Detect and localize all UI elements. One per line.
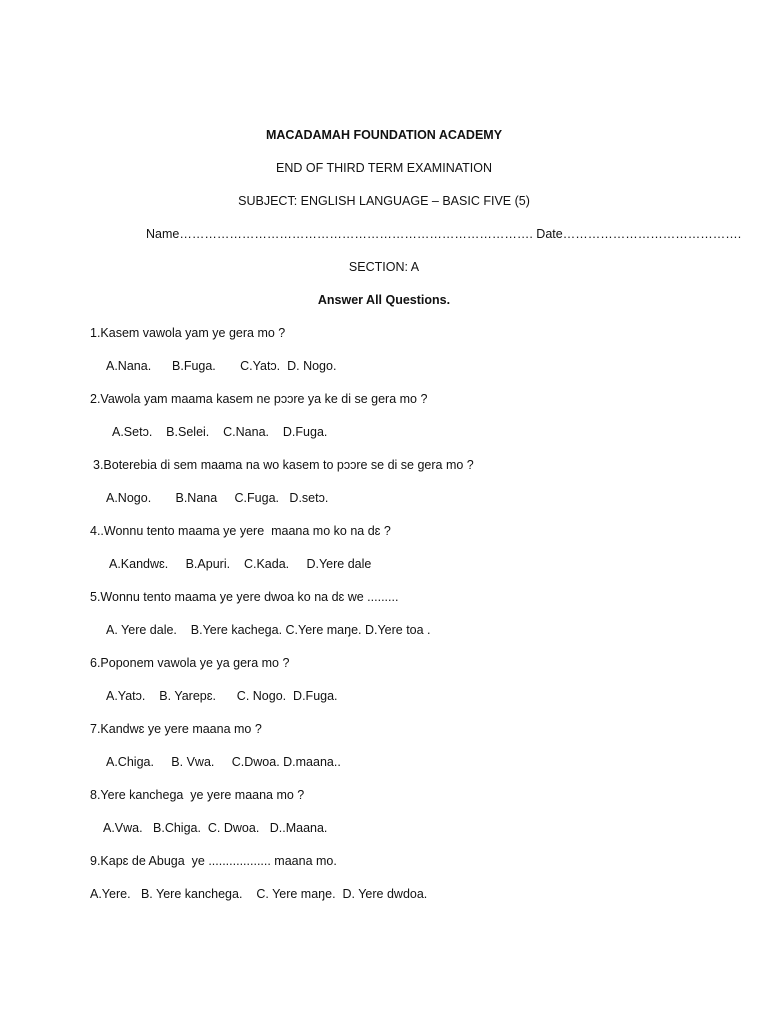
question-6-options: A.Yatɔ. B. Yarepɛ. C. Nogo. D.Fuga.	[106, 689, 338, 703]
question-2: 2.Vawola yam maama kasem ne pɔɔre ya ke di se gera mo ?	[90, 392, 428, 406]
section-title: SECTION: A	[348, 260, 420, 274]
question-7: 7.Kandwɛ ye yere maana mo ?	[90, 722, 262, 736]
question-9: 9.Kapɛ de Abuga ye .................. maana mo.	[90, 854, 337, 868]
question-8-options: A.Vwa. B.Chiga. C. Dwoa. D..Maana.	[103, 821, 328, 835]
question-3-options: A.Nogo. B.Nana C.Fuga. D.setɔ.	[106, 491, 329, 505]
question-3: 3.Boterebia di sem maama na wo kasem to pɔɔre se di se gera mo ?	[93, 458, 474, 472]
question-5-options: A. Yere dale. B.Yere kachega. C.Yere maŋe. D.Yere toa .	[106, 623, 431, 637]
school-name: MACADAMAH FOUNDATION ACADEMY	[265, 128, 503, 142]
question-6: 6.Poponem vawola ye ya gera mo ?	[90, 656, 290, 670]
question-1-options: A.Nana. B.Fuga. C.Yatɔ. D. Nogo.	[106, 359, 337, 373]
instruction: Answer All Questions.	[317, 293, 451, 307]
exam-title: END OF THIRD TERM EXAMINATION	[276, 161, 492, 175]
name-date-line: Name…………………………………………………………………………. Date…………………………………….	[146, 227, 742, 241]
question-9-options: A.Yere. B. Yere kanchega. C. Yere maŋe. D. Yere dwdoa.	[90, 887, 428, 901]
question-7-options: A.Chiga. B. Vwa. C.Dwoa. D.maana..	[106, 755, 341, 769]
question-2-options: A.Setɔ. B.Selei. C.Nana. D.Fuga.	[112, 425, 328, 439]
question-8: 8.Yere kanchega ye yere maana mo ?	[90, 788, 305, 802]
question-4-options: A.Kandwɛ. B.Apuri. C.Kada. D.Yere dale	[109, 557, 372, 571]
question-5: 5.Wonnu tento maama ye yere dwoa ko na dɛ we .........	[90, 590, 399, 604]
question-4: 4..Wonnu tento maama ye yere maana mo ko na dɛ ?	[90, 524, 391, 538]
question-1: 1.Kasem vawola yam ye gera mo ?	[90, 326, 286, 340]
subject-line: SUBJECT: ENGLISH LANGUAGE – BASIC FIVE (5)	[238, 194, 530, 208]
